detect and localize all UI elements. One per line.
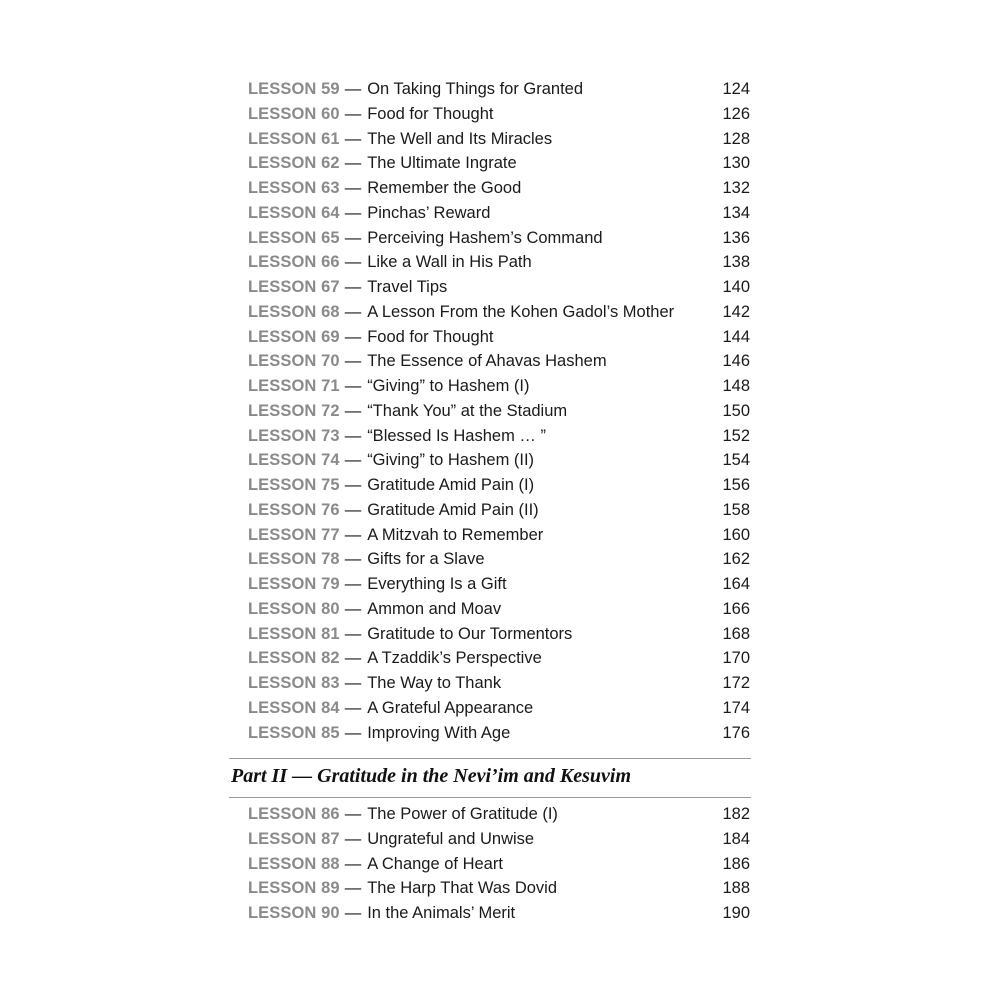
toc-entry <box>248 827 750 852</box>
lesson-number: LESSON 86 <box>248 805 340 823</box>
em-dash-separator: — <box>344 80 362 98</box>
lesson-title: The Well and Its Miracles <box>367 129 553 148</box>
lesson-title: Gratitude Amid Pain (II) <box>367 500 539 519</box>
em-dash-separator: — <box>344 401 362 420</box>
lesson-list-part-two <box>248 802 750 926</box>
toc-entry <box>248 523 750 548</box>
page-number: 140 <box>722 278 750 296</box>
lesson-title: Pinchas’ Reward <box>367 203 491 222</box>
toc-entry <box>248 275 750 300</box>
lesson-title: A Change of Heart <box>367 854 503 873</box>
em-dash-separator: — <box>344 278 362 296</box>
toc-entry <box>248 250 750 275</box>
toc-entry <box>248 671 750 696</box>
page-number: 138 <box>722 253 750 272</box>
lesson-title: Gratitude Amid Pain (I) <box>367 476 535 494</box>
page-number: 164 <box>722 575 750 593</box>
lesson-title: “Thank You” at the Stadium <box>367 401 568 420</box>
lesson-number: LESSON 71 <box>248 377 340 395</box>
toc-entry <box>248 852 750 877</box>
toc-entry <box>248 77 750 102</box>
em-dash-separator: — <box>344 829 362 848</box>
page-number: 150 <box>722 401 750 420</box>
toc-entry <box>248 721 750 746</box>
toc-entry <box>248 622 750 647</box>
em-dash-separator: — <box>344 879 362 898</box>
toc-entry <box>248 300 750 325</box>
lesson-number: LESSON 90 <box>248 904 340 922</box>
lesson-title: A Mitzvah to Remember <box>367 525 544 544</box>
lesson-number: LESSON 63 <box>248 179 340 197</box>
lesson-number: LESSON 79 <box>248 575 340 593</box>
lesson-number: LESSON 72 <box>248 401 340 420</box>
lesson-title: Improving With Age <box>367 723 511 742</box>
em-dash-separator: — <box>344 179 362 197</box>
em-dash-separator: — <box>344 154 362 173</box>
em-dash-separator: — <box>344 649 362 668</box>
lesson-number: LESSON 76 <box>248 500 340 519</box>
lesson-title: Like a Wall in His Path <box>367 253 532 272</box>
em-dash-separator: — <box>344 599 362 618</box>
page-number: 130 <box>722 154 750 173</box>
page-number: 170 <box>722 649 750 668</box>
em-dash-separator: — <box>344 377 362 395</box>
em-dash-separator: — <box>344 203 362 222</box>
em-dash-separator: — <box>344 525 362 544</box>
lesson-title: The Way to Thank <box>367 674 502 692</box>
lesson-number: LESSON 69 <box>248 327 340 346</box>
lesson-title: The Ultimate Ingrate <box>367 154 517 173</box>
lesson-number: LESSON 89 <box>248 879 340 898</box>
lesson-number: LESSON 59 <box>248 80 340 98</box>
lesson-number: LESSON 61 <box>248 129 340 148</box>
toc-entry <box>248 901 750 926</box>
toc-entry <box>248 424 750 449</box>
lesson-title: A Grateful Appearance <box>367 698 534 717</box>
page-number: 160 <box>722 525 750 544</box>
lesson-title: “Giving” to Hashem (II) <box>367 451 535 470</box>
lesson-title: Perceiving Hashem’s Command <box>367 228 603 247</box>
em-dash-separator: — <box>344 500 362 519</box>
lesson-number: LESSON 77 <box>248 525 340 544</box>
lesson-number: LESSON 74 <box>248 451 340 470</box>
page-number: 126 <box>722 104 750 123</box>
lesson-title: Food for Thought <box>367 104 494 123</box>
page-number: 186 <box>722 854 750 873</box>
lesson-title: Ungrateful and Unwise <box>367 829 535 848</box>
page-number: 176 <box>722 723 750 742</box>
em-dash-separator: — <box>344 674 362 692</box>
em-dash-separator: — <box>344 129 362 148</box>
em-dash-separator: — <box>344 451 362 470</box>
lesson-title: Everything Is a Gift <box>367 575 507 593</box>
lesson-number: LESSON 60 <box>248 104 340 123</box>
lesson-title: “Blessed Is Hashem … ” <box>367 426 546 445</box>
lesson-number: LESSON 73 <box>248 426 340 445</box>
em-dash-separator: — <box>344 854 362 873</box>
em-dash-separator: — <box>344 104 362 123</box>
lesson-number: LESSON 85 <box>248 723 340 742</box>
lesson-number: LESSON 68 <box>248 302 340 321</box>
em-dash-separator: — <box>344 624 362 643</box>
lesson-number: LESSON 65 <box>248 228 340 247</box>
em-dash-separator: — <box>344 426 362 445</box>
toc-entry <box>248 473 750 498</box>
page-number: 174 <box>722 698 750 717</box>
page-number: 168 <box>722 624 750 643</box>
lesson-number: LESSON 67 <box>248 278 340 296</box>
lesson-title: On Taking Things for Granted <box>367 80 584 98</box>
em-dash-separator: — <box>344 302 362 321</box>
part-two-heading: Part II — Gratitude in the Nevi’im and Kesuvim <box>231 765 632 787</box>
lesson-number: LESSON 88 <box>248 854 340 873</box>
page-number: 154 <box>722 451 750 470</box>
lesson-number: LESSON 80 <box>248 599 340 618</box>
lesson-title: The Essence of Ahavas Hashem <box>367 352 607 371</box>
page-number: 190 <box>722 904 750 922</box>
toc-entry <box>248 696 750 721</box>
toc-entry <box>248 325 750 350</box>
page-number: 144 <box>722 327 750 346</box>
toc-entry <box>248 374 750 399</box>
lesson-title: A Lesson From the Kohen Gadol’s Mother <box>367 302 675 321</box>
page-number: 124 <box>722 80 750 98</box>
lesson-title: Travel Tips <box>367 278 448 296</box>
page-number: 146 <box>722 352 750 371</box>
toc-entry <box>248 547 750 572</box>
page-number: 152 <box>722 426 750 445</box>
lesson-list-part-one <box>248 77 750 745</box>
toc-entry <box>248 498 750 523</box>
lesson-number: LESSON 70 <box>248 352 340 371</box>
toc-entry <box>248 876 750 901</box>
em-dash-separator: — <box>344 805 362 823</box>
page-number: 184 <box>722 829 750 848</box>
toc-entry <box>248 448 750 473</box>
toc-entry <box>248 646 750 671</box>
page-number: 128 <box>722 129 750 148</box>
page-number: 188 <box>722 879 750 898</box>
em-dash-separator: — <box>344 575 362 593</box>
em-dash-separator: — <box>344 327 362 346</box>
page-number: 148 <box>722 377 750 395</box>
toc-entry <box>248 349 750 374</box>
page-number: 132 <box>722 179 750 197</box>
lesson-title: The Power of Gratitude (I) <box>367 805 558 823</box>
lesson-number: LESSON 75 <box>248 476 340 494</box>
page-number: 166 <box>722 599 750 618</box>
page-number: 158 <box>722 500 750 519</box>
toc-entry <box>248 176 750 201</box>
lesson-title: A Tzaddik’s Perspective <box>367 649 542 668</box>
lesson-number: LESSON 83 <box>248 674 340 692</box>
lesson-number: LESSON 78 <box>248 550 340 569</box>
lesson-number: LESSON 84 <box>248 698 340 717</box>
lesson-number: LESSON 62 <box>248 154 340 173</box>
lesson-number: LESSON 82 <box>248 649 340 668</box>
em-dash-separator: — <box>344 253 362 272</box>
lesson-number: LESSON 87 <box>248 829 340 848</box>
em-dash-separator: — <box>344 476 362 494</box>
toc-entry <box>248 102 750 127</box>
part-two-heading-bar <box>229 758 751 798</box>
toc-entry <box>248 572 750 597</box>
em-dash-separator: — <box>344 352 362 371</box>
lesson-title: Food for Thought <box>367 327 494 346</box>
toc-entry <box>248 802 750 827</box>
page-number: 162 <box>722 550 750 569</box>
lesson-title: The Harp That Was Dovid <box>367 879 558 898</box>
toc-entry <box>248 201 750 226</box>
page-number: 136 <box>722 228 750 247</box>
lesson-title: In the Animals’ Merit <box>367 904 516 922</box>
page-number: 156 <box>722 476 750 494</box>
page-number: 134 <box>722 203 750 222</box>
lesson-title: Ammon and Moav <box>367 599 502 618</box>
lesson-title: Gifts for a Slave <box>367 550 485 569</box>
em-dash-separator: — <box>344 228 362 247</box>
lesson-title: Remember the Good <box>367 179 522 197</box>
lesson-number: LESSON 81 <box>248 624 340 643</box>
page-number: 142 <box>722 302 750 321</box>
lesson-title: “Giving” to Hashem (I) <box>367 377 530 395</box>
lesson-title: Gratitude to Our Tormentors <box>367 624 573 643</box>
toc-entry <box>248 127 750 152</box>
lesson-number: LESSON 66 <box>248 253 340 272</box>
em-dash-separator: — <box>344 723 362 742</box>
toc-entry <box>248 226 750 251</box>
em-dash-separator: — <box>344 904 362 922</box>
toc-entry <box>248 597 750 622</box>
toc-entry <box>248 151 750 176</box>
page-number: 172 <box>722 674 750 692</box>
em-dash-separator: — <box>344 550 362 569</box>
em-dash-separator: — <box>344 698 362 717</box>
toc-entry <box>248 399 750 424</box>
page-number: 182 <box>722 805 750 823</box>
lesson-number: LESSON 64 <box>248 203 340 222</box>
